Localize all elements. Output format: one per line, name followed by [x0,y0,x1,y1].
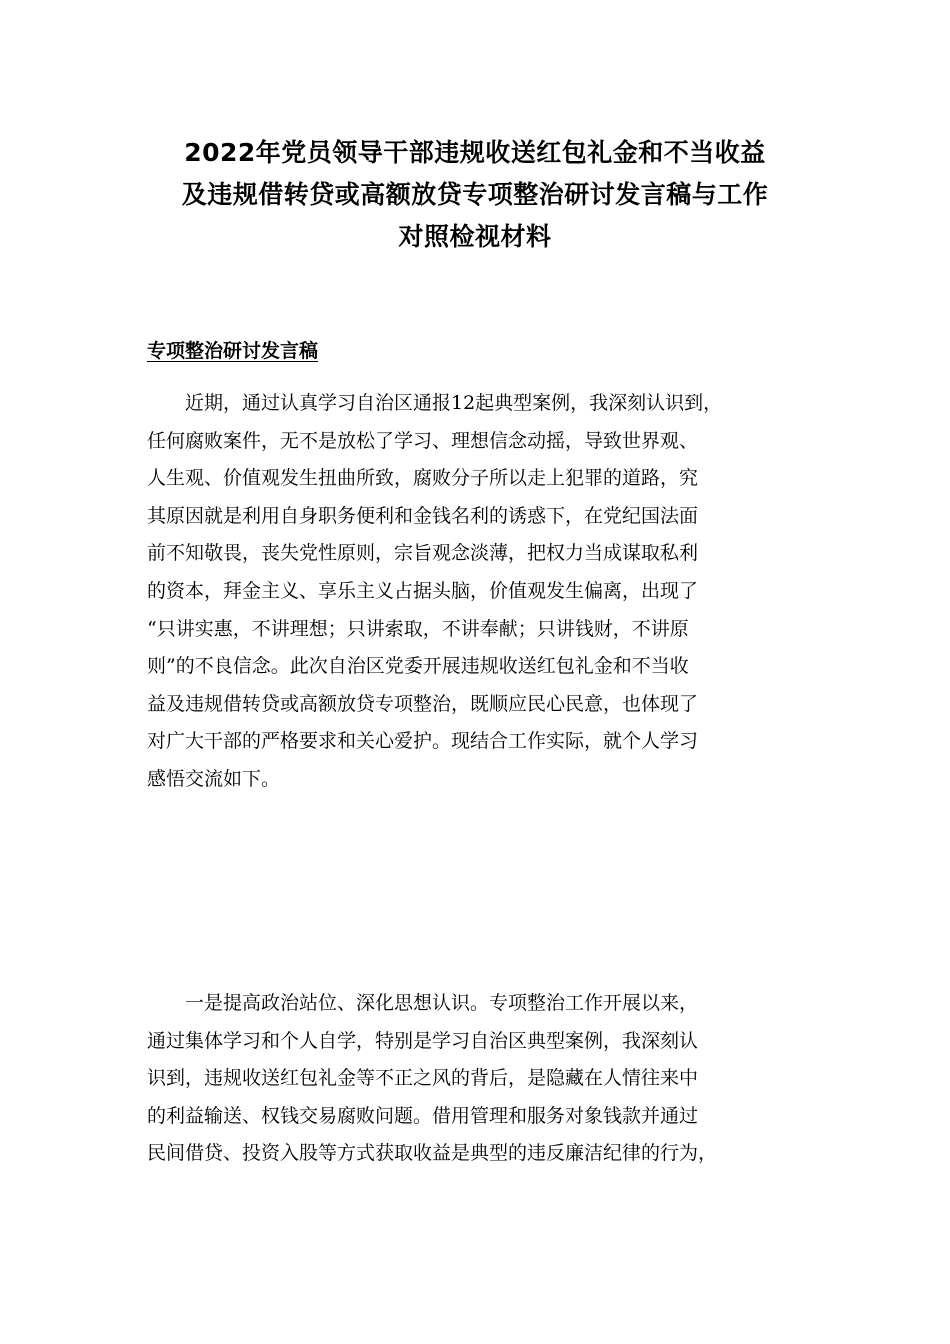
paragraph-line: 益及违规借转贷或高额放贷专项整治，既顺应民心民意，也体现了 [147,692,699,715]
title-line: 及违规借转贷或高额放贷专项整治研讨发言稿与工作 [181,180,769,209]
title-line: 对照检视材料 [398,222,552,251]
body-paragraph [147,985,717,1173]
paragraph-line: 的利益输送、权钱交易腐败问题。借用管理和服务对象钱款并通过 [147,1104,699,1127]
paragraph-line: 对广大干部的严格要求和关心爱护。现结合工作实际，就个人学习 [147,730,699,753]
paragraph-line: 则”的不良信念。此次自治区党委开展违规收送红包礼金和不当收 [147,655,689,678]
paragraph-line: 人生观、价值观发生扭曲所致，腐败分子所以走上犯罪的道路，究 [147,467,699,490]
paragraph-line: “只讲实惠，不讲理想；只讲索取，不讲奉献；只讲钱财，不讲原 [147,617,689,640]
paragraph-line: 近期，通过认真学习自治区通报12起典型案例，我深刻认识到， [147,392,723,414]
paragraph-line: 任何腐败案件，无不是放松了学习、理想信念动摇，导致世界观、 [147,429,699,452]
body-paragraph [147,385,722,799]
paragraph-line: 识到，违规收送红包礼金等不正之风的背后，是隐藏在人情往来中 [147,1067,699,1090]
paragraph-line: 感悟交流如下。 [147,767,281,790]
title-line: 2022年党员领导干部违规收送红包礼金和不当收益 [184,138,766,167]
paragraph-line: 的资本，拜金主义、享乐主义占据头脑，价值观发生偏离，出现了 [147,579,699,602]
paragraph-line: 通过集体学习和个人自学，特别是学习自治区典型案例，我深刻认 [147,1029,699,1052]
paragraph-line: 前不知敬畏，丧失党性原则，宗旨观念淡薄，把权力当成谋取私利 [147,542,699,565]
paragraph-line: 一是提高政治站位、深化思想认识。专项整治工作开展以来， [147,992,699,1014]
paragraph-line: 民间借贷、投资入股等方式获取收益是典型的违反廉洁纪律的行为， [147,1142,718,1165]
document-title [100,132,850,258]
paragraph-line: 其原因就是利用自身职务便利和金钱名利的诱惑下，在党纪国法面 [147,504,699,527]
section-heading: 专项整治研讨发言稿 [147,340,319,362]
